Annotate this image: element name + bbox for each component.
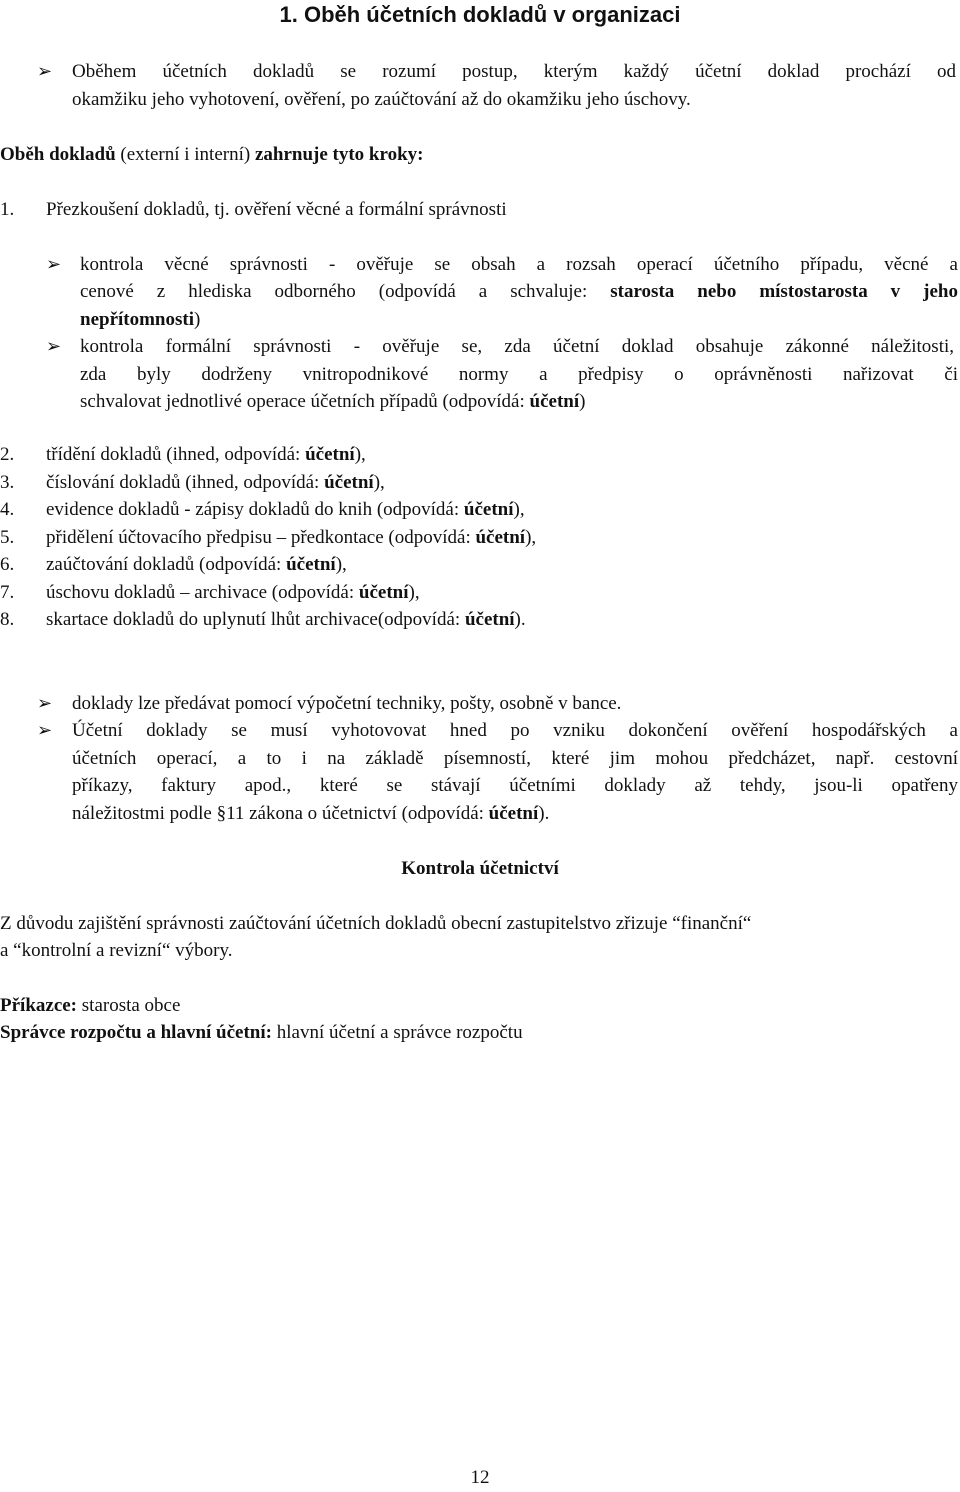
step-row — [0, 551, 347, 579]
arrow-bullet-icon: ➢ — [37, 61, 53, 81]
step-1-number: 1. — [0, 199, 15, 220]
bullet-2-2-line-4-bold: účetní — [488, 803, 539, 824]
sub1-line-2-bold: starosta nebo místostarosta v jeho — [610, 281, 958, 302]
sub2-line-3-bold: účetní — [529, 391, 580, 412]
arrow-bullet-icon: ➢ — [46, 254, 62, 274]
step-number: 7. — [0, 582, 15, 603]
step-end: ), — [373, 472, 385, 493]
role-budget-manager-value: hlavní účetní a správce rozpočtu — [271, 1022, 523, 1043]
sub2-line-3 — [80, 388, 585, 416]
sub1-line-3-plain: ) — [194, 309, 201, 330]
steps-heading-part2: (externí i interní) — [115, 144, 255, 165]
bullet-2-2-line-1: Účetní doklady se musí vyhotovovat hned po vzniku dokončení ověření hospodářských a — [72, 720, 958, 741]
step-row — [0, 469, 385, 497]
role-budget-manager — [0, 1019, 523, 1047]
role-budget-manager-label: Správce rozpočtu a hlavní účetní: — [0, 1022, 272, 1043]
step-responsible: účetní — [324, 472, 374, 493]
step-text: evidence dokladů - zápisy dokladů do knih (odpovídá: — [46, 499, 464, 520]
arrow-bullet-icon: ➢ — [46, 336, 62, 356]
step-text: zaúčtování dokladů (odpovídá: — [46, 554, 287, 575]
role-orderer — [0, 992, 180, 1020]
arrow-bullet-icon: ➢ — [37, 720, 53, 740]
step-row — [0, 579, 420, 607]
bullet-2-2-line-3: příkazy, faktury apod., které se stávají účetními doklady až tehdy, jsou-li opatřeny — [72, 775, 958, 796]
step-number: 8. — [0, 609, 15, 630]
sub1-line-1: kontrola věcné správnosti - ověřuje se obsah a rozsah operací účetního případu, věcné a — [80, 254, 958, 275]
bullet-2-2-line-4-plain: náležitostmi podle §11 zákona o účetnictví (odpovídá: — [72, 803, 489, 824]
step-text: skartace dokladů do uplynutí lhůt archivace(odpovídá: — [46, 609, 465, 630]
step-number: 2. — [0, 444, 15, 465]
step-row — [0, 441, 366, 469]
step-end: ), — [408, 582, 420, 603]
page-title: 1. Oběh účetních dokladů v organizaci — [279, 2, 681, 27]
step-text: úschovu dokladů – archivace (odpovídá: — [46, 582, 359, 603]
section-heading-control: Kontrola účetnictví — [401, 858, 559, 879]
control-text-line-1: Z důvodu zajištění správnosti zaúčtování účetních dokladů obecní zastupitelstvo zřizuje “finanční“ — [0, 913, 752, 934]
step-row — [0, 606, 526, 634]
sub2-line-1: kontrola formální správnosti - ověřuje se, zda účetní doklad obsahuje zákonné náležitosti, — [80, 336, 954, 357]
step-number: 4. — [0, 499, 15, 520]
step-end: ). — [514, 609, 526, 630]
page-number: 12 — [470, 1467, 490, 1488]
step-text: třídění dokladů (ihned, odpovídá: — [46, 444, 306, 465]
sub1-line-3 — [80, 306, 200, 334]
steps-heading-part3: zahrnuje tyto kroky: — [254, 144, 424, 165]
step-responsible: účetní — [286, 554, 336, 575]
arrow-bullet-icon: ➢ — [37, 693, 53, 713]
bullet-2-2-line-4-end: ). — [538, 803, 550, 824]
bullet-2-2-line-4 — [72, 800, 549, 828]
step-end: ), — [354, 444, 366, 465]
step-text: přidělení účtovacího předpisu – předkontace (odpovídá: — [46, 527, 476, 548]
role-orderer-value: starosta obce — [77, 995, 181, 1016]
step-text: číslování dokladů (ihned, odpovídá: — [46, 472, 325, 493]
bullet-2-2-line-2: účetních operací, a to i na základě písemností, které jim mohou předcházet, např. cestovní — [72, 748, 958, 769]
control-text-line-2: a “kontrolní a revizní“ výbory. — [0, 940, 233, 961]
step-responsible: účetní — [475, 527, 526, 548]
intro-line-2: okamžiku jeho vyhotovení, ověření, po zaúčtování až do okamžiku jeho úschovy. — [72, 89, 691, 110]
step-end: ), — [513, 499, 525, 520]
step-number: 3. — [0, 472, 15, 493]
step-1-text: Přezkoušení dokladů, tj. ověření věcné a formální správnosti — [46, 199, 507, 220]
intro-line-1: Oběhem účetních dokladů se rozumí postup, kterým každý účetní doklad prochází od — [72, 61, 956, 82]
sub2-line-3-end: ) — [579, 391, 586, 412]
step-number: 6. — [0, 554, 15, 575]
step-responsible: účetní — [305, 444, 355, 465]
step-row — [0, 496, 525, 524]
step-row — [0, 524, 536, 552]
steps-heading — [0, 141, 423, 169]
step-number: 5. — [0, 527, 15, 548]
sub2-line-3-plain: schvalovat jednotlivé operace účetních případů (odpovídá: — [80, 391, 530, 412]
role-orderer-label: Příkazce: — [0, 995, 78, 1016]
step-responsible: účetní — [464, 609, 515, 630]
step-responsible: účetní — [358, 582, 409, 603]
steps-heading-part1: Oběh dokladů — [0, 144, 116, 165]
sub2-line-2: zda byly dodrženy vnitropodnikové normy a předpisy o oprávněnosti nařizovat či — [80, 364, 958, 385]
sub1-line-3-bold: nepřítomnosti — [80, 309, 194, 330]
sub1-line-2-plain: cenové z hlediska odborného (odpovídá a schvaluje: — [80, 281, 611, 302]
step-end: ), — [335, 554, 347, 575]
step-responsible: účetní — [463, 499, 514, 520]
sub1-line-2 — [80, 278, 958, 306]
step-end: ), — [525, 527, 537, 548]
bullet-2-1: doklady lze předávat pomocí výpočetní techniky, pošty, osobně v bance. — [72, 693, 622, 714]
